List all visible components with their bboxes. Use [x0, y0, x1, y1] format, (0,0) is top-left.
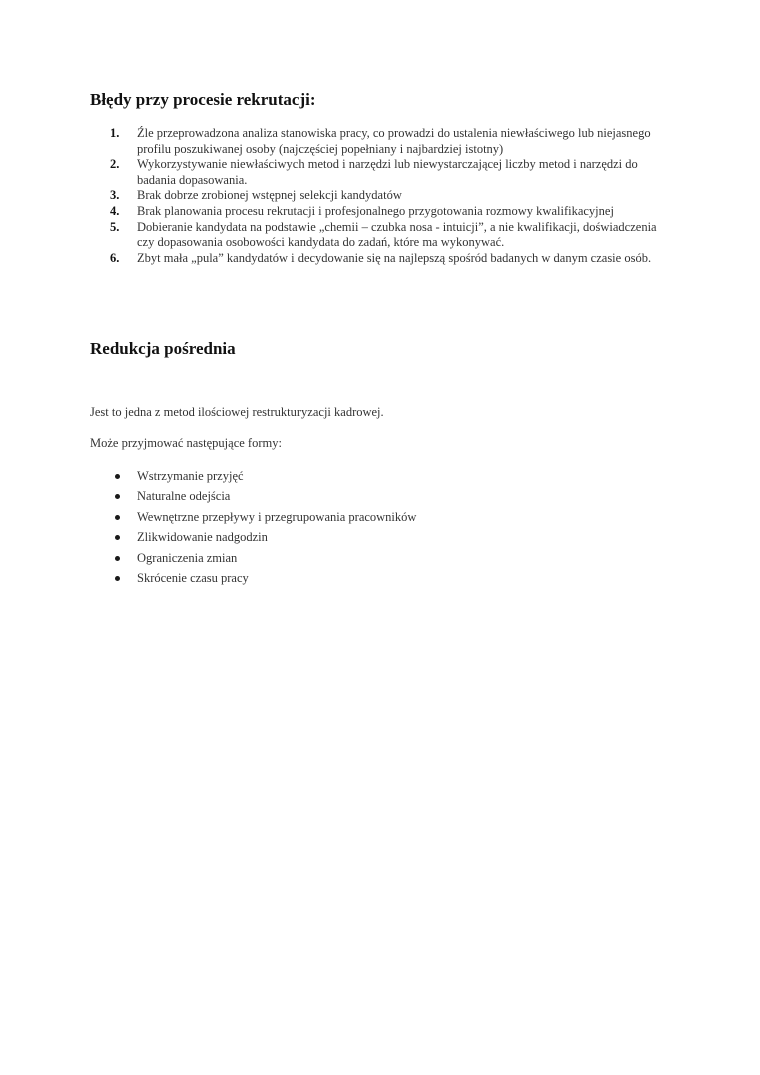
bullet-dot-icon [115, 576, 120, 581]
bullet-item [90, 489, 590, 509]
bullet-item-text: Wewnętrzne przepływy i przegrupowania pracowników [137, 509, 417, 524]
list-item-text: Dobieranie kandydata na podstawie „chemii – czubka nosa - intuicji”, a nie kwalifikacji, doświadczenia czy dopasowania osobowości kandydata do zadań, które ma wykonywać. [137, 219, 657, 250]
list-item-text: Brak dobrze zrobionej wstępnej selekcji kandydatów [137, 188, 402, 203]
list-item-number: 4. [110, 203, 120, 218]
bullet-dot-icon [115, 474, 120, 479]
list-item [90, 251, 670, 267]
bullet-item [90, 510, 590, 530]
bullet-item [90, 571, 590, 591]
bullet-item [90, 469, 590, 489]
list-item-number: 6. [110, 250, 120, 265]
list-item [90, 220, 670, 251]
list-item-number: 5. [110, 219, 120, 234]
bullet-item [90, 551, 590, 571]
list-item-number: 3. [110, 188, 120, 203]
list-item [90, 204, 670, 220]
reduction-forms-list [90, 469, 590, 591]
bullet-dot-icon [115, 535, 120, 540]
recruitment-errors-list [90, 126, 670, 266]
list-item [90, 126, 670, 157]
list-item [90, 157, 670, 188]
list-item [90, 188, 670, 204]
bullet-item-text: Wstrzymanie przyjęć [137, 469, 244, 483]
list-item-number: 2. [110, 157, 120, 172]
bullet-item-text: Ograniczenia zmian [137, 550, 238, 565]
list-item-text: Wykorzystywanie niewłaściwych metod i narzędzi lub niewystarczającej liczby metod i narzędzi do badania dopasowania. [137, 157, 638, 187]
forms-lead-paragraph: Może przyjmować następujące formy: [90, 436, 282, 450]
bullet-item [90, 530, 590, 550]
bullet-item-text: Zlikwidowanie nadgodzin [137, 530, 268, 545]
list-item-text: Brak planowania procesu rekrutacji i profesjonalnego przygotowania rozmowy kwalifikacyjnej [137, 203, 614, 218]
bullet-dot-icon [115, 515, 120, 520]
bullet-item-text: Naturalne odejścia [137, 489, 231, 504]
list-item-text: Źle przeprowadzona analiza stanowiska pracy, co prowadzi do ustalenia niewłaściwego lub niejasnego profilu poszukiwanej osoby (najczęściej popełniany i najbardziej istotny) [137, 126, 651, 156]
list-item-number: 1. [110, 126, 120, 140]
section-heading-indirect-reduction: Redukcja pośrednia [90, 339, 236, 358]
bullet-dot-icon [115, 494, 120, 499]
list-item-text: Zbyt mała „pula” kandydatów i decydowanie się na najlepszą spośród badanych w danym czasie osób. [137, 250, 652, 265]
bullet-dot-icon [115, 556, 120, 561]
section-heading-recruitment-errors: Błędy przy procesie rekrutacji: [90, 90, 316, 109]
bullet-item-text: Skrócenie czasu pracy [137, 570, 249, 585]
intro-paragraph: Jest to jedna z metod ilościowej restrukturyzacji kadrowej. [90, 405, 384, 419]
